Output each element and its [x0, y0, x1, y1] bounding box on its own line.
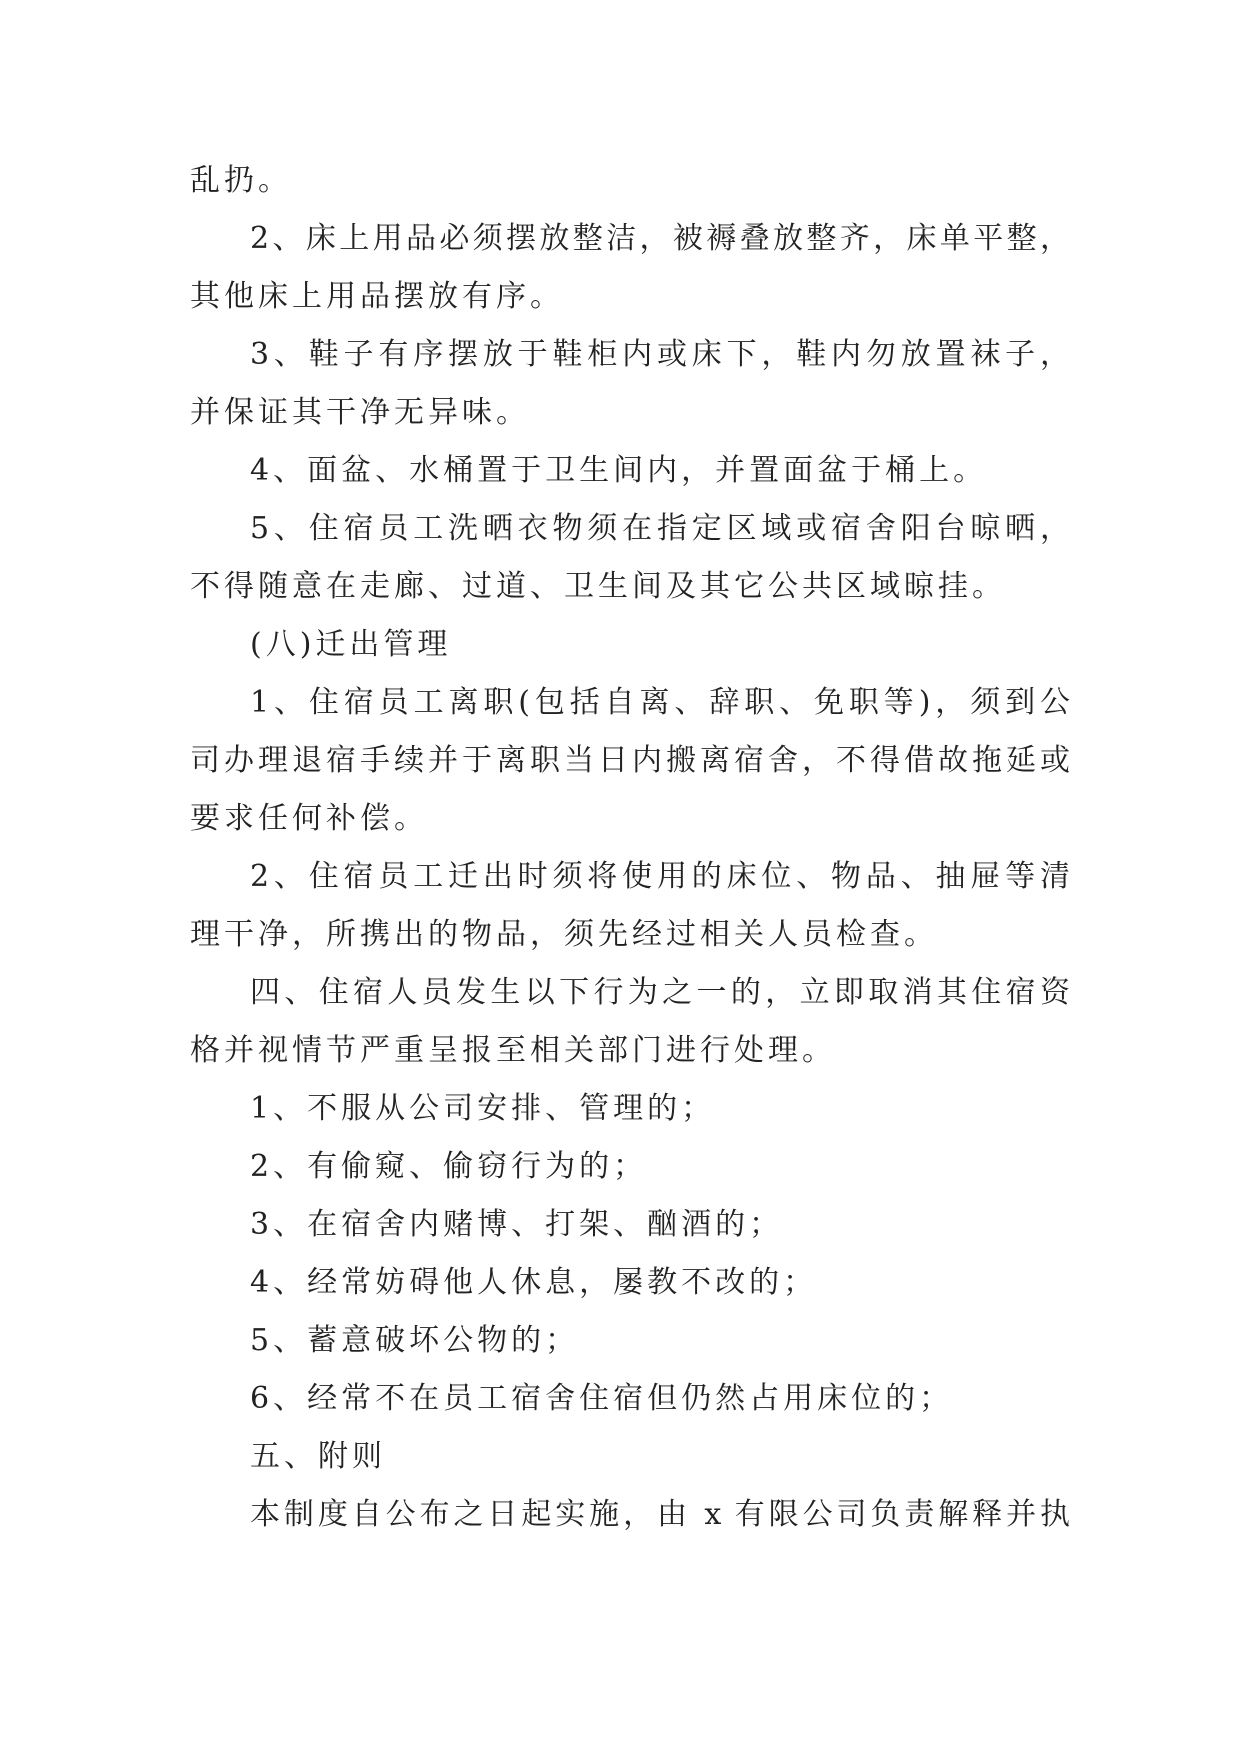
text-line: 2、有偷窥、偷窃行为的； [250, 1149, 648, 1184]
text-line: 不得随意在走廊、过道、卫生间及其它公共区域晾挂。 [190, 569, 1006, 604]
text-line: 5、住宿员工洗晒衣物须在指定区域或宿舍阳台晾晒， [250, 511, 1070, 546]
text-line: 司办理退宿手续并于离职当日内搬离宿舍，不得借故拖延或 [190, 743, 1070, 778]
text-line: 其他床上用品摆放有序。 [190, 279, 564, 314]
text-line: 4、面盆、水桶置于卫生间内，并置面盆于桶上。 [250, 453, 988, 488]
text-line: 并保证其干净无异味。 [190, 395, 530, 430]
text-line: 理干净，所携出的物品，须先经过相关人员检查。 [190, 917, 938, 952]
text-line: 格并视情节严重呈报至相关部门进行处理。 [190, 1033, 836, 1068]
text-line: 5、蓄意破坏公物的； [250, 1323, 580, 1358]
document-body [190, 152, 1070, 1544]
text-line: 3、鞋子有序摆放于鞋柜内或床下，鞋内勿放置袜子， [250, 337, 1070, 372]
text-line: 本制度自公布之日起实施，由 x 有限公司负责解释并执 [250, 1497, 1070, 1532]
text-line: 2、床上用品必须摆放整洁，被褥叠放整齐，床单平整， [250, 221, 1070, 256]
text-line: 1、住宿员工离职(包括自离、辞职、免职等)，须到公 [250, 685, 1070, 720]
text-line: 五、附则 [250, 1439, 386, 1474]
text-line: 6、经常不在员工宿舍住宿但仍然占用床位的； [250, 1381, 954, 1416]
text-line: 要求任何补偿。 [190, 801, 428, 836]
text-line: (八)迁出管理 [250, 627, 452, 662]
text-line: 1、不服从公司安排、管理的； [250, 1091, 716, 1126]
text-line: 四、住宿人员发生以下行为之一的，立即取消其住宿资 [250, 975, 1070, 1010]
text-line: 2、住宿员工迁出时须将使用的床位、物品、抽屉等清 [250, 859, 1070, 894]
text-line: 3、在宿舍内赌博、打架、酗酒的； [250, 1207, 784, 1242]
text-line: 乱扔。 [190, 163, 292, 198]
text-line: 4、经常妨碍他人休息，屡教不改的； [250, 1265, 818, 1300]
